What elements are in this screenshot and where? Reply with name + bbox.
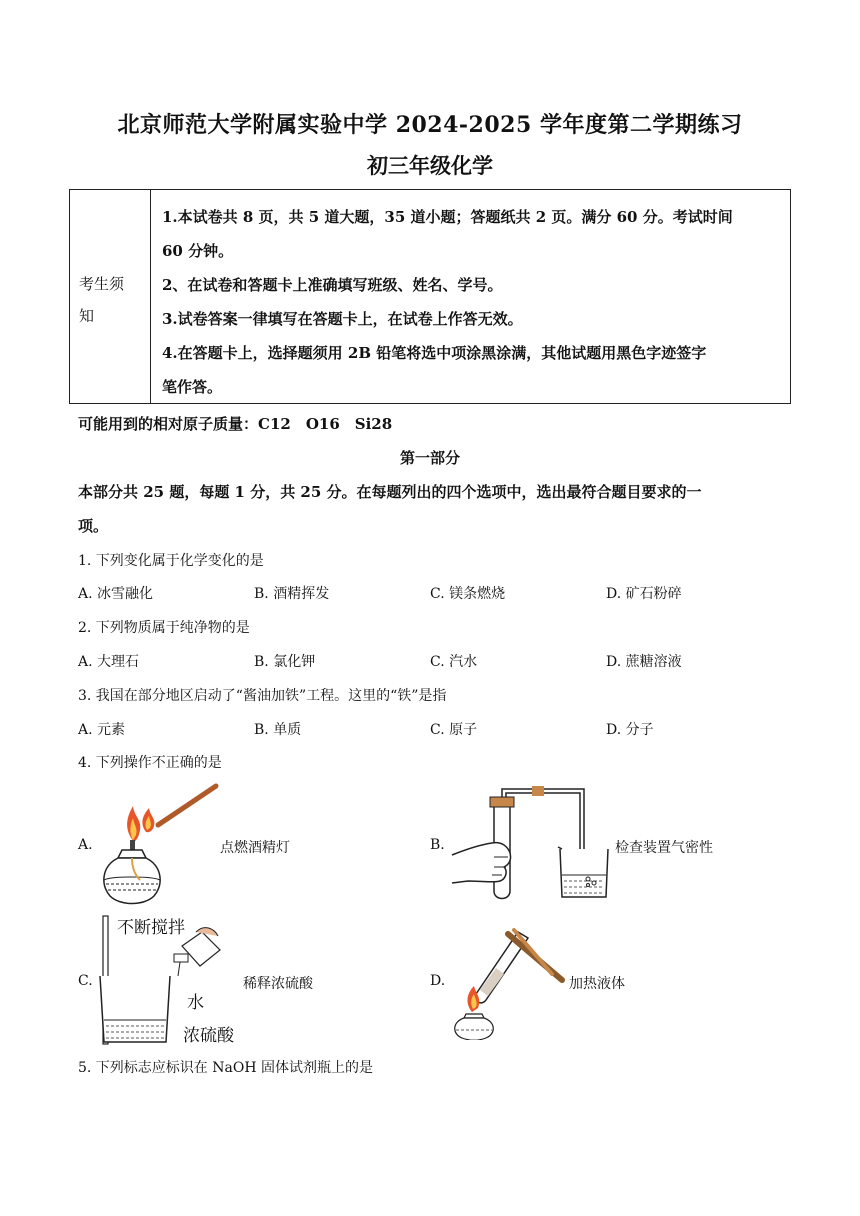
atomic-mass-line: 可能用到的相对原子质量：C12 O16 Si28: [78, 415, 393, 433]
option-d-caption: 加热液体: [569, 976, 625, 992]
notice-item: 60 分钟。: [162, 242, 234, 260]
option-b-caption: 检查装置气密性: [615, 840, 713, 856]
exam-title: 北京师范大学附属实验中学 2024-2025 学年度第二学期练习: [117, 112, 743, 138]
option-a[interactable]: A. 元素: [78, 722, 126, 738]
option-c-caption: 稀释浓硫酸: [243, 976, 313, 992]
option-a[interactable]: A. 冰雪融化: [78, 586, 154, 602]
notice-content-cell: [162, 200, 782, 404]
question-stem: 3. 我国在部分地区启动了“酱油加铁”工程。这里的“铁”是指: [78, 688, 447, 704]
option-a-caption: 点燃酒精灯: [220, 840, 290, 856]
part-intro-line2: 项。: [78, 517, 109, 535]
option-d-letter[interactable]: D.: [430, 973, 446, 989]
stir-label: 不断搅拌: [117, 918, 185, 938]
option-b[interactable]: B. 单质: [254, 722, 302, 738]
acid-label: 浓硫酸: [183, 1026, 234, 1046]
option-d[interactable]: D. 矿石粉碎: [606, 586, 682, 602]
heating-liquid-illustration: [448, 920, 568, 1040]
option-d[interactable]: D. 蔗糖溶液: [606, 654, 682, 670]
notice-table: [69, 189, 791, 404]
notice-item: 笔作答。: [162, 378, 223, 396]
option-c[interactable]: C. 汽水: [430, 654, 478, 670]
notice-label-cell: [70, 190, 151, 403]
part-title: 第一部分: [399, 449, 460, 467]
airtightness-check-illustration: [448, 785, 618, 905]
option-c[interactable]: C. 原子: [430, 722, 478, 738]
notice-item: 4.在答题卡上，选择题须用 2B 铅笔将选中项涂黑涂满，其他试题用黑色字迹签字: [162, 344, 707, 362]
alcohol-lamp-lighting-illustration: [96, 780, 224, 910]
option-b[interactable]: B. 氯化钾: [254, 654, 316, 670]
option-c[interactable]: C. 镁条燃烧: [430, 586, 506, 602]
water-label: 水: [187, 993, 204, 1013]
notice-label-line1: 考生须: [79, 275, 125, 293]
notice-item: 1.本试卷共 8 页，共 5 道大题，35 道小题；答题纸共 2 页。满分 60 分。考试时间: [162, 208, 733, 226]
part-intro-line1: 本部分共 25 题，每题 1 分，共 25 分。在每题列出的四个选项中，选出最符合题目要求的一: [78, 483, 702, 501]
notice-label-line2: 知: [79, 307, 95, 325]
option-a[interactable]: A. 大理石: [78, 654, 140, 670]
question-stem: 1. 下列变化属于化学变化的是: [78, 553, 264, 569]
option-b-letter[interactable]: B.: [430, 837, 445, 853]
question-stem: 5. 下列标志应标识在 NaOH 固体试剂瓶上的是: [78, 1060, 373, 1076]
option-b[interactable]: B. 酒精挥发: [254, 586, 330, 602]
notice-item: 2、在试卷和答题卡上准确填写班级、姓名、学号。: [162, 276, 503, 294]
option-a-letter[interactable]: A.: [78, 837, 93, 853]
notice-item: 3.试卷答案一律填写在答题卡上，在试卷上作答无效。: [162, 310, 523, 328]
option-c-letter[interactable]: C.: [78, 973, 93, 989]
exam-subtitle: 初三年级化学: [367, 153, 493, 178]
question-stem: 2. 下列物质属于纯净物的是: [78, 620, 250, 636]
question-stem: 4. 下列操作不正确的是: [78, 755, 222, 771]
option-d[interactable]: D. 分子: [606, 722, 654, 738]
